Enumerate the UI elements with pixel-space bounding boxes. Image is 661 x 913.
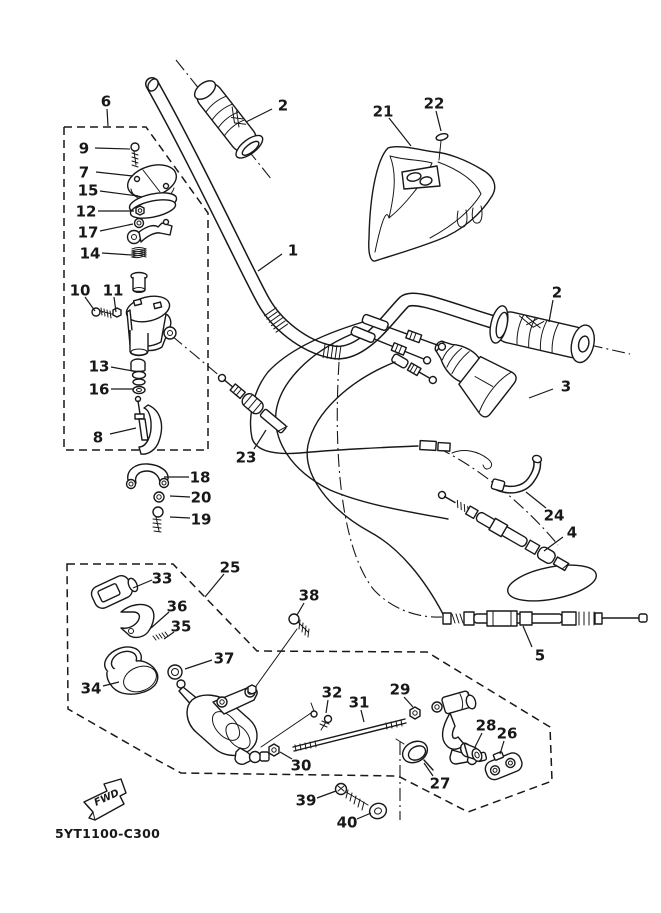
callout-14: 14 <box>79 244 101 263</box>
callout-18: 18 <box>189 468 211 487</box>
callout-leader-6 <box>107 109 108 126</box>
master-cylinder-body <box>124 292 176 355</box>
callout-leader-21 <box>389 118 411 146</box>
callout-22: 22 <box>423 94 445 113</box>
callout-40: 40 <box>336 813 358 832</box>
callout-leader-1 <box>258 254 282 271</box>
callout-2: 2 <box>551 283 563 302</box>
cover-oring <box>435 133 448 142</box>
callout-34: 34 <box>80 679 102 698</box>
callout-38: 38 <box>298 586 320 605</box>
callout-30: 30 <box>290 756 312 775</box>
spring-14 <box>132 248 146 258</box>
callout-25: 25 <box>219 558 241 577</box>
callout-leader-7 <box>96 172 133 176</box>
callout-leader-13 <box>111 367 133 371</box>
callout-23: 23 <box>235 448 257 467</box>
cable-24 <box>491 454 542 491</box>
bolt-39 <box>336 784 369 811</box>
callout-2: 2 <box>277 96 289 115</box>
callout-9: 9 <box>78 139 90 158</box>
callout-19: 19 <box>190 510 212 529</box>
nut-38-target <box>248 685 256 694</box>
callout-leader-3 <box>529 389 553 398</box>
callout-33: 33 <box>151 569 173 588</box>
washer-17 <box>135 219 144 228</box>
seal-37 <box>168 665 182 679</box>
callout-3: 3 <box>560 377 572 396</box>
callout-leader-32 <box>326 700 328 713</box>
callout-29: 29 <box>389 680 411 699</box>
screw-38 <box>289 614 309 637</box>
callout-leader-23 <box>254 430 266 449</box>
bracket-26 <box>481 746 524 782</box>
callout-36: 36 <box>166 597 188 616</box>
callout-24: 24 <box>543 506 565 525</box>
callout-leader-5 <box>523 626 532 647</box>
cable-runs <box>251 322 600 614</box>
callout-5: 5 <box>534 646 546 665</box>
callout-leader-19 <box>170 517 190 518</box>
bushing <box>131 273 147 293</box>
callout-26: 26 <box>496 724 518 743</box>
throttle-cable-4 <box>436 488 570 573</box>
callout-13: 13 <box>88 357 110 376</box>
callout-leader-31 <box>361 710 364 722</box>
callout-leader-38 <box>297 603 304 615</box>
callout-leader-40 <box>357 813 371 819</box>
washer-16 <box>133 387 145 394</box>
callout-leader-14 <box>102 253 132 255</box>
nut-29 <box>410 707 420 719</box>
master-cylinder-group <box>92 143 180 532</box>
fwd-label: FWD <box>92 787 121 809</box>
boot-34 <box>101 642 161 697</box>
callout-7: 7 <box>78 163 90 182</box>
callout-27: 27 <box>429 774 451 793</box>
callout-20: 20 <box>190 488 212 507</box>
callout-leader-8 <box>110 428 136 434</box>
callout-16: 16 <box>88 380 110 399</box>
callout-12: 12 <box>75 202 97 221</box>
rod-31 <box>293 719 406 751</box>
callout-leader-2 <box>246 109 272 122</box>
callout-10: 10 <box>69 281 91 300</box>
callout-leader-9 <box>95 148 130 149</box>
nut-11 <box>113 308 121 317</box>
callout-21: 21 <box>372 102 394 121</box>
callout-1: 1 <box>287 241 299 260</box>
callout-35: 35 <box>170 617 192 636</box>
callout-39: 39 <box>295 791 317 810</box>
clamp-18 <box>127 464 169 489</box>
callout-leader-39 <box>317 791 336 798</box>
callout-28: 28 <box>475 716 497 735</box>
callout-11: 11 <box>102 281 124 300</box>
handlebar-cover <box>369 133 495 262</box>
nut-12 <box>136 206 144 215</box>
cable-inline-fitting <box>420 441 450 452</box>
callout-leader-28 <box>475 733 482 747</box>
callout-6: 6 <box>100 92 112 111</box>
callout-leader-20 <box>170 496 190 497</box>
callout-15: 15 <box>77 181 99 200</box>
cable-5 <box>443 611 647 626</box>
callout-32: 32 <box>321 683 343 702</box>
nut-30 <box>269 744 279 756</box>
throttle-housing-group <box>89 571 297 765</box>
callout-leader-25 <box>205 574 224 597</box>
callout-37: 37 <box>213 649 235 668</box>
bolt-19 <box>153 507 163 532</box>
seal-stack-13 <box>131 359 146 385</box>
spring-27 <box>396 737 433 770</box>
callout-leader-37 <box>185 660 212 669</box>
callout-17: 17 <box>77 223 99 242</box>
callout-leader-29 <box>404 697 413 707</box>
callout-4: 4 <box>566 523 578 542</box>
callout-leader-17 <box>100 224 133 231</box>
spring-35 <box>153 632 168 640</box>
fwd-arrow <box>84 779 126 820</box>
callout-leader-22 <box>436 111 441 131</box>
callout-leader-2 <box>549 300 553 322</box>
callout-31: 31 <box>348 693 370 712</box>
callout-8: 8 <box>92 428 104 447</box>
pushrod-8 <box>135 397 162 455</box>
grip-right <box>487 304 598 365</box>
housing-cap-33 <box>89 571 140 611</box>
diagram-code: 5YT1100-C300 <box>55 826 161 841</box>
screw-9 <box>131 143 139 167</box>
washer-40 <box>367 801 388 821</box>
bolt-10 <box>92 308 112 318</box>
thumb-lever-36 <box>121 605 154 638</box>
washer-20 <box>154 492 164 502</box>
